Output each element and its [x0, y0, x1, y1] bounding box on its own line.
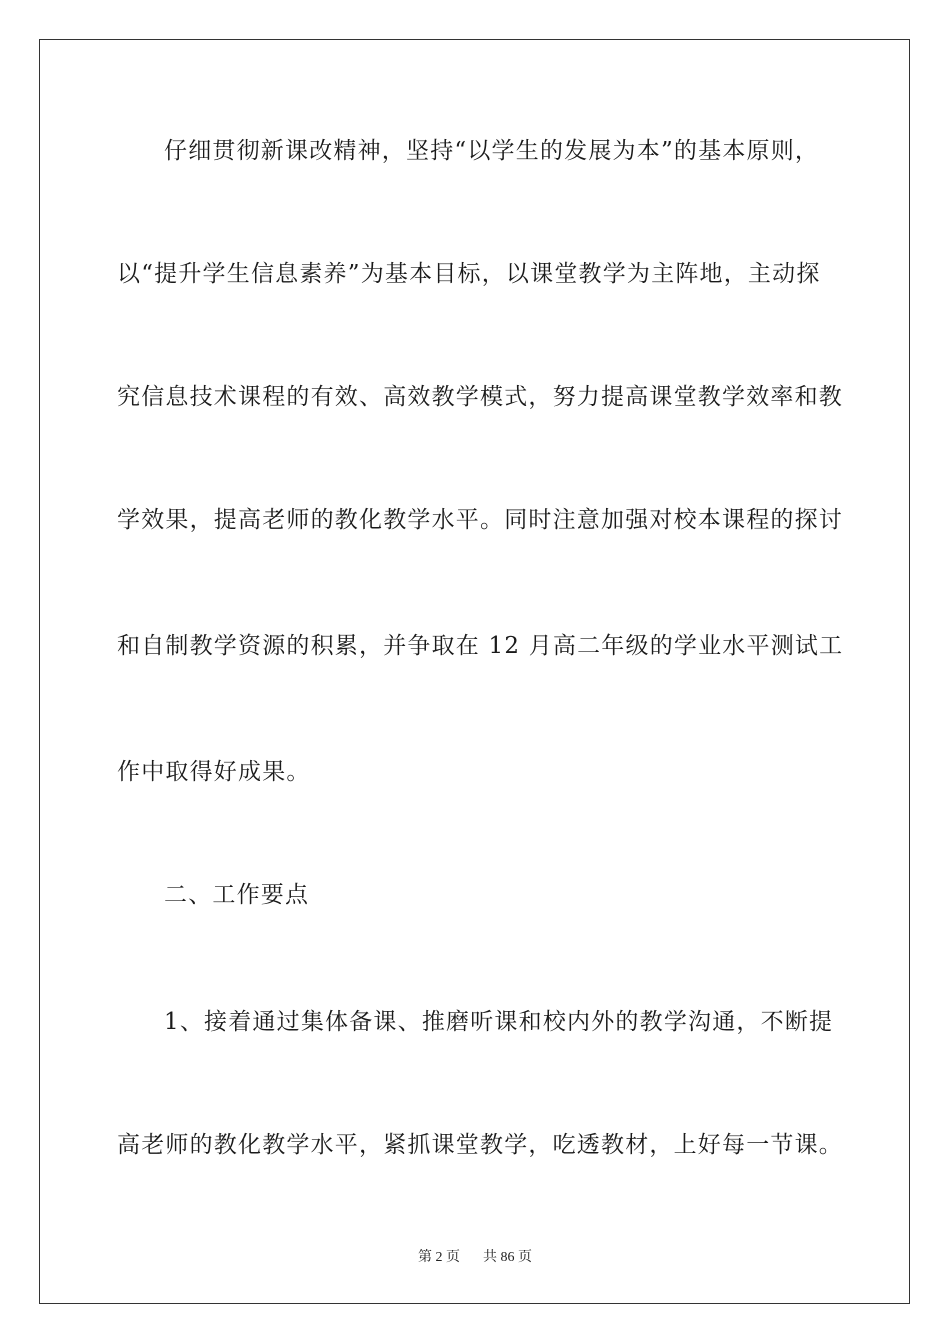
page-number: 第 2 页 — [418, 1250, 460, 1265]
page-total: 共 86 页 — [483, 1250, 532, 1265]
page-border — [39, 39, 910, 1304]
paragraph-line-1: 仔细贯彻新课改精神，坚持“以学生的发展为本”的基本原则， — [164, 138, 820, 164]
list-item-1-line-2: 高老师的教化教学水平，紧抓课堂教学，吃透教材，上好每一节课。 — [117, 1132, 843, 1158]
paragraph-line-5: 和自制教学资源的积累，并争取在 12 月高二年级的学业水平测试工 — [117, 633, 844, 659]
page-footer — [0, 1246, 950, 1266]
list-item-1-line-1: 1、接着通过集体备课、推磨听课和校内外的教学沟通，不断提 — [164, 1009, 834, 1035]
paragraph-line-6: 作中取得好成果。 — [117, 759, 311, 785]
paragraph-line-2: 以“提升学生信息素养”为基本目标，以课堂教学为主阵地，主动探 — [117, 261, 821, 287]
paragraph-line-4: 学效果，提高老师的教化教学水平。同时注意加强对校本课程的探讨 — [117, 507, 843, 533]
paragraph-line-3: 究信息技术课程的有效、高效教学模式，努力提高课堂教学效率和教 — [117, 384, 843, 410]
section-heading: 二、工作要点 — [164, 882, 310, 908]
